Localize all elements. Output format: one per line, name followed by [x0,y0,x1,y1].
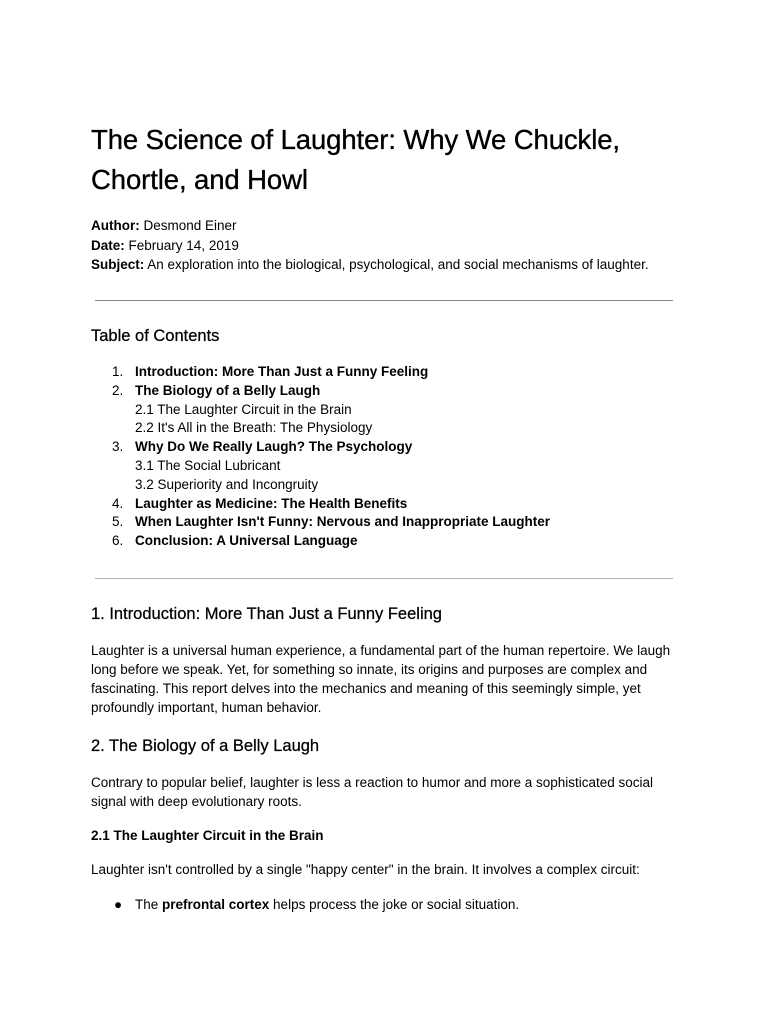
toc-subitem[interactable] [91,476,681,495]
bullet-text [135,895,519,914]
divider-top [95,300,673,301]
author-value: Desmond Einer [143,218,237,233]
toc-label: Why Do We Really Laugh? The Psychology [135,439,413,455]
toc-item[interactable] [91,382,681,401]
section-1-paragraph: Laughter is a universal human experience, a fundamental part of the human repertoire. We laugh long before we speak. Yet, for something so innate, its origins and purposes are complex and fascinating. This report delves into the mechanics and meaning of this seemingly simple, yet profoundly important, human behavior. [91,643,671,715]
document-meta [91,216,681,275]
toc-number: 2. [112,382,124,398]
toc-heading: Table of Contents [91,327,220,345]
document-title: The Science of Laughter: Why We Chuckle, Chortle, and Howl [91,124,620,195]
section-2-heading: 2. The Biology of a Belly Laugh [91,737,320,755]
section-2-1-heading: 2.1 The Laughter Circuit in the Brain [91,828,324,843]
toc-label: Introduction: More Than Just a Funny Feeling [135,364,429,379]
toc-label: Conclusion: A Universal Language [135,533,358,549]
toc-item[interactable] [91,438,681,457]
toc-number: 5. [112,514,124,530]
divider-middle [95,578,673,579]
toc-item[interactable] [91,532,681,551]
date-line [91,236,681,256]
toc-sublabel: 3.1 The Social Lubricant [135,457,281,473]
subject-label: Subject: [91,257,145,272]
bullet-dot-icon: ● [114,897,123,912]
toc-subitem[interactable] [91,419,681,438]
date-value: February 14, 2019 [128,237,239,253]
toc-number: 1. [112,364,124,379]
bullet-text-pre: The [135,897,163,912]
date-label: Date: [91,237,125,253]
author-label: Author: [91,218,140,233]
bullet-text-post: helps process the joke or social situation. [269,897,520,912]
subject-line [91,255,681,275]
toc-sublabel: 3.2 Superiority and Incongruity [135,476,319,492]
toc-subitem[interactable] [91,401,681,420]
toc-label: The Biology of a Belly Laugh [135,382,321,398]
section-2-1-paragraph: Laughter isn't controlled by a single "happy center" in the brain. It involves a complex circuit: [91,862,640,877]
toc-number: 3. [112,439,124,455]
author-line [91,216,681,236]
subject-value: An exploration into the biological, psychological, and social mechanisms of laughter. [147,257,649,272]
section-1-heading: 1. Introduction: More Than Just a Funny Feeling [91,605,442,623]
toc-item[interactable] [91,513,681,532]
toc-sublabel: 2.1 The Laughter Circuit in the Brain [135,401,352,417]
table-of-contents [91,363,681,551]
section-2-paragraph: Contrary to popular belief, laughter is less a reaction to humor and more a sophisticated social signal with deep evolutionary roots. [91,775,654,809]
toc-number: 4. [112,495,124,511]
toc-label: Laughter as Medicine: The Health Benefits [135,495,408,511]
toc-number: 6. [112,533,124,549]
toc-item[interactable] [91,363,681,382]
toc-label: When Laughter Isn't Funny: Nervous and Inappropriate Laughter [135,514,550,530]
bullet-text-bold: prefrontal cortex [162,897,270,912]
toc-sublabel: 2.2 It's All in the Breath: The Physiology [135,420,373,436]
toc-subitem[interactable] [91,457,681,476]
toc-item[interactable] [91,495,681,514]
